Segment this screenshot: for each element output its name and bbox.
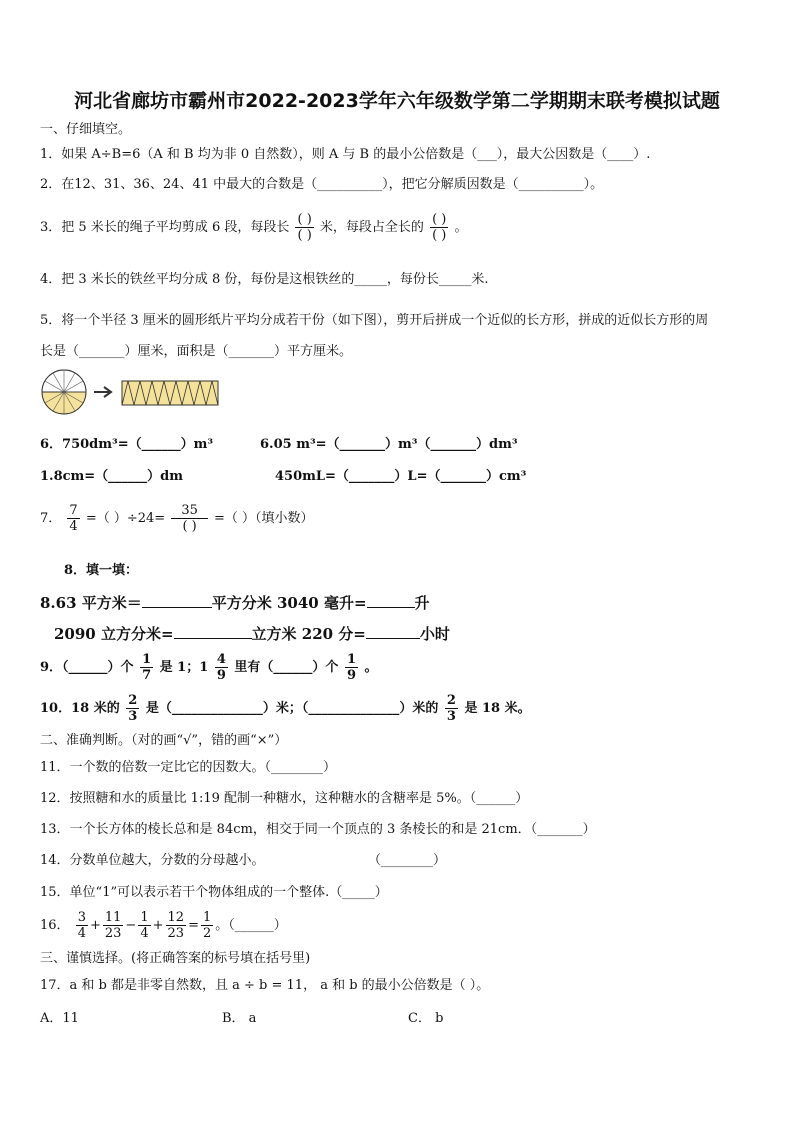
question-11: 11．一个数的倍数一定比它的因数大。（________） <box>40 760 337 775</box>
question-6b: 6.05 m³=（_______）m³（_______）dm³ <box>260 437 518 452</box>
question-1: 1．如果 A÷B=6（A 和 B 均为非 0 自然数），则 A 与 B 的最小公倍数是（___），最大公因数是（____）. <box>40 147 651 162</box>
question-4: 4．把 3 米长的铁丝平均分成 8 份，每份是这根铁丝的_____，每份长_____米. <box>40 272 489 287</box>
question-5-line-1: 5．将一个半径 3 厘米的圆形纸片平均分成若干份（如下图），剪开后拼成一个近似的长方形，拼成的近似长方形的周 <box>40 313 709 328</box>
option-b: B． a <box>222 1011 257 1026</box>
q3-text-a: 3．把 5 米长的绳子平均剪成 6 段，每段长 <box>40 220 290 235</box>
q16-fraction-1: $\frac{3}{4}$ <box>77 910 86 941</box>
question-13: 13．一个长方体的棱长总和是 84cm，相交于同一个顶点的 3 条棱长的和是 21cm．（_______） <box>40 822 596 837</box>
q16-fraction-4: $\frac{12}{23}$ <box>167 910 185 941</box>
q3-fraction-2: $\frac{( )}{( )}$ <box>432 212 447 243</box>
question-14-answer: （________） <box>368 853 447 868</box>
question-3 <box>40 212 468 243</box>
question-8-heading: 8．填一填： <box>64 563 139 578</box>
q7-fraction-1: $\frac{7}{4}$ <box>69 503 78 534</box>
question-6a: 6．750dm³=（______）m³ <box>40 437 214 452</box>
q16-fraction-2: $\frac{11}{23}$ <box>104 910 122 941</box>
q9-fraction-1: $\frac{1}{7}$ <box>142 652 152 683</box>
question-15: 15．单位“1”可以表示若干个物体组成的一个整体.（_____） <box>40 885 388 900</box>
section-3-heading: 三、谨慎选择。(将正确答案的标号填在括号里) <box>40 951 311 966</box>
question-12: 12．按照糖和水的质量比 1:19 配制一种糖水，这种糖水的含糖率是 5%。（______） <box>40 791 529 806</box>
question-14: 14．分数单位越大，分数的分母越小。 <box>40 853 265 868</box>
page-title: 河北省廊坊市霸州市2022-2023学年六年级数学第二学期期末联考模拟试题 <box>74 90 720 112</box>
answer-blank <box>174 625 252 639</box>
q9-fraction-2: $\frac{4}{9}$ <box>216 652 226 683</box>
answer-blank <box>366 625 420 639</box>
question-10: 10．18 米的 $\frac{2}{3}$ 是（______________）米；（______________）米的 $\frac{2}{3}$ 是 18 米。 <box>40 693 531 724</box>
question-16: 16． $\frac{3}{4}$ + $\frac{11}{23}$ − $\frac{1}{4}$ + $\frac{12}{23}$ = $\frac{1}{2}$ 。（______） <box>40 910 287 941</box>
question-8-line-2: 2090 立方分米= 立方米 220 分= 小时 <box>54 625 450 643</box>
question-8-line-1: 8.63 平方米＝ 平方分米 3040 毫升= 升 <box>40 594 430 612</box>
question-5-line-2: 长是（_______）厘米，面积是（_______）平方厘米。 <box>40 344 353 359</box>
q9-fraction-3: $\frac{1}{9}$ <box>346 652 356 683</box>
option-c: C． b <box>408 1011 444 1026</box>
question-7: 7． $\frac{7}{4}$ =（ ）÷24= $\frac{35}{( )}$ =（ ）（填小数） <box>40 503 314 534</box>
q10-fraction-1: $\frac{2}{3}$ <box>128 693 138 724</box>
q3-fraction-1: $\frac{( )}{( )}$ <box>297 212 312 243</box>
q10-fraction-2: $\frac{2}{3}$ <box>446 693 456 724</box>
q3-text-b: 米，每段占全长的 <box>319 220 424 235</box>
q7-fraction-2: $\frac{35}{( )}$ <box>171 503 208 534</box>
question-9: 9．（______）个 $\frac{1}{7}$ 是 1；1 $\frac{4}{9}$ 里有（______）个 $\frac{1}{9}$ 。 <box>40 652 378 683</box>
circle-to-rectangle-figure <box>40 368 220 416</box>
question-6d: 450mL=（_______）L=（_______）cm³ <box>275 469 527 484</box>
q16-fraction-3: $\frac{1}{4}$ <box>140 910 149 941</box>
answer-blank <box>367 594 415 608</box>
q16-fraction-5: $\frac{1}{2}$ <box>202 910 212 941</box>
question-6c: 1.8cm=（______）dm <box>40 469 184 484</box>
section-2-heading: 二、准确判断。（对的画“√”，错的画“×”） <box>40 733 288 748</box>
question-17: 17．a 和 b 都是非零自然数，且 a ÷ b = 11， a 和 b 的最小公倍数是（ ）。 <box>40 978 490 993</box>
q3-text-c: 。 <box>454 220 468 235</box>
section-1-heading: 一、仔细填空。 <box>40 122 132 137</box>
answer-blank <box>142 594 212 608</box>
option-a: A．11 <box>40 1011 79 1026</box>
question-2: 2．在12、31、36、24、41 中最大的合数是（__________），把它分解质因数是（__________）。 <box>40 177 604 192</box>
